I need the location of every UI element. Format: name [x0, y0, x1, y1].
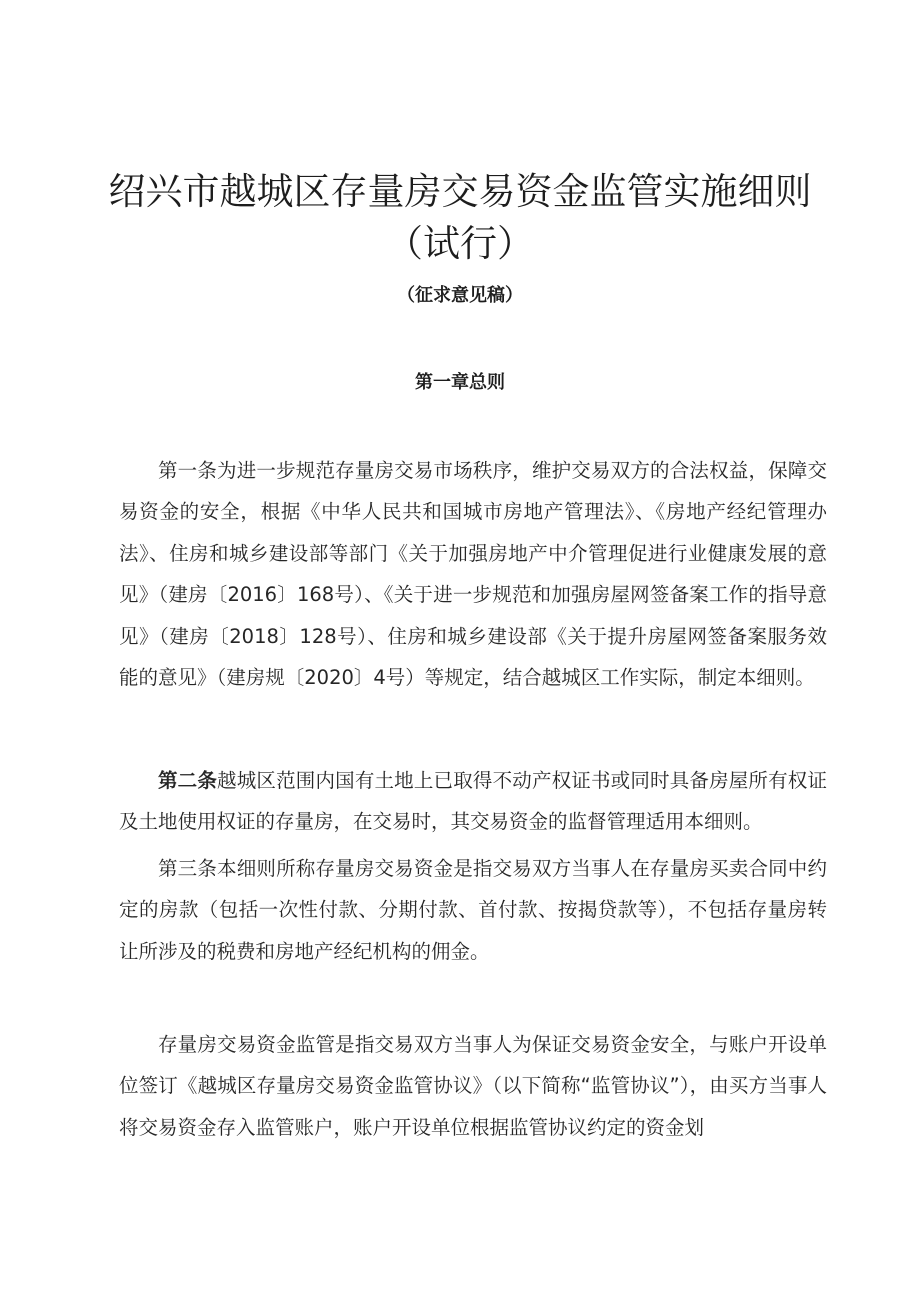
article-2-paragraph — [119, 760, 827, 843]
article-3-text: 第三条本细则所称存量房交易资金是指交易双方当事人在存量房买卖合同中约定的房款（包括一次性付款、分期付款、首付款、按揭贷款等），不包括存量房转让所涉及的税费和房地产经纪机构的佣金。 — [119, 857, 827, 963]
article-1-text: 第一条为进一步规范存量房交易市场秩序，维护交易双方的合法权益，保障交易资金的安全，根据《中华人民共和国城市房地产管理法》、《房地产经纪管理办法》、住房和城乡建设部等部门《关于加强房地产中介管理促进行业健康发展的意见》（建房〔2016〕168号）、《关于进一步规范和加强房屋网签备案工作的指导意见》（建房〔2018〕128号）、住房和城乡建设部《关于提升房屋网签备案服务效能的意见》（建房规〔2020〕4号）等规定，结合越城区工作实际，制定本细则。 — [119, 459, 827, 690]
document-title-line2: （试行） — [386, 222, 534, 265]
article-1-paragraph — [119, 450, 827, 698]
supervision-definition-text: 存量房交易资金监管是指交易双方当事人为保证交易资金安全，与账户开设单位签订《越城区存量房交易资金监管协议》（以下简称“监管协议”），由买方当事人将交易资金存入监管账户，账户开设单位根据监管协议约定的资金划 — [119, 1033, 827, 1139]
article-3-paragraph — [119, 848, 827, 972]
supervision-definition-paragraph — [119, 1024, 827, 1148]
article-2-lead: 第二条 — [158, 769, 218, 792]
article-2-text: 越城区范围内国有土地上已取得不动产权证书或同时具备房屋所有权证及土地使用权证的存量房，在交易时，其交易资金的监督管理适用本细则。 — [119, 769, 827, 834]
document-subtitle: （征求意见稿） — [397, 285, 523, 306]
document-title-line1: 绍兴市越城区存量房交易资金监管实施细则 — [108, 170, 812, 213]
chapter-heading: 第一章总则 — [415, 372, 505, 393]
